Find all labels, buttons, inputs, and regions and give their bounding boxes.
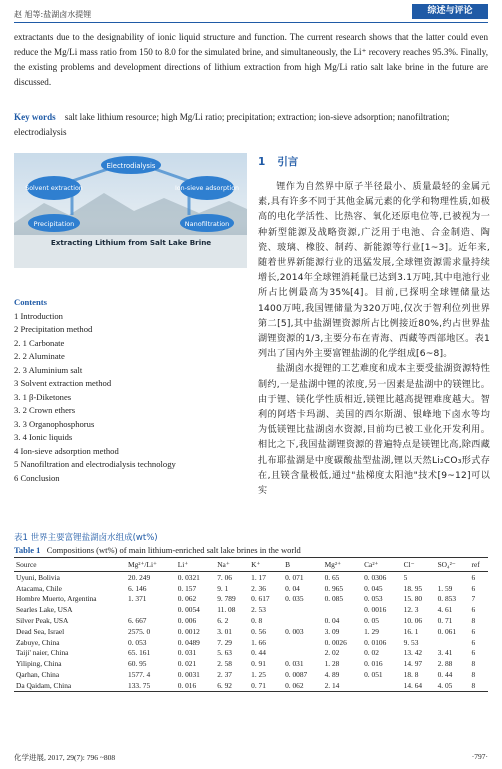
value-cell: 4. 05 bbox=[436, 680, 470, 691]
keywords-label: Key words bbox=[14, 112, 56, 122]
section-title: 引言 bbox=[277, 156, 299, 168]
table-body bbox=[14, 572, 488, 692]
graphic-caption: Extracting Lithium from Salt Lake Brine bbox=[50, 238, 212, 247]
value-cell bbox=[283, 648, 323, 659]
value-cell: 0. 085 bbox=[324, 594, 344, 604]
value-cell: 8 bbox=[471, 616, 476, 626]
value-cell: 0. 061 bbox=[437, 626, 457, 636]
value-cell bbox=[436, 637, 470, 648]
value-cell: 0. 0087 bbox=[285, 670, 308, 680]
value-cell: 3. 09 bbox=[324, 626, 340, 636]
table-row bbox=[14, 572, 488, 583]
value-cell: 65. 161 bbox=[128, 648, 151, 658]
value-cell: 14. 64 bbox=[402, 680, 436, 691]
value-cell: 6. 146 bbox=[128, 583, 147, 593]
value-cell: 1. 28 bbox=[324, 659, 340, 669]
value-cell: 1. 17 bbox=[251, 572, 266, 582]
table-row bbox=[14, 648, 488, 659]
value-cell bbox=[323, 604, 363, 615]
contents-item: 3 Solvent extraction method bbox=[14, 378, 112, 388]
value-cell: 14. 97 bbox=[403, 659, 423, 669]
value-cell: 2575. 0 bbox=[128, 626, 151, 636]
header-rule bbox=[14, 22, 488, 23]
value-cell: 0. 062 bbox=[177, 594, 197, 604]
value-cell: 2. 53 bbox=[251, 605, 266, 615]
running-header-author: 赵 旭等:盐湖卤水提锂 bbox=[14, 10, 92, 19]
value-cell: 7. 29 bbox=[217, 637, 232, 647]
value-cell: 4. 89 bbox=[324, 670, 340, 680]
value-cell bbox=[283, 637, 323, 648]
col-header: B bbox=[283, 558, 323, 572]
value-cell: 6 bbox=[471, 572, 476, 582]
value-cell: 12. 3 bbox=[403, 605, 419, 615]
value-cell: 0. 053 bbox=[128, 637, 147, 647]
source-cell: Dead Sea, Israel bbox=[16, 626, 65, 636]
value-cell: 9. 53 bbox=[403, 637, 419, 647]
value-cell: 1. 29 bbox=[364, 626, 379, 636]
value-cell: 0. 71 bbox=[437, 616, 453, 626]
value-cell: 5 bbox=[403, 572, 408, 582]
table-row bbox=[14, 637, 488, 648]
table-row bbox=[14, 669, 488, 680]
value-cell: 0. 0321 bbox=[177, 572, 200, 582]
value-cell: 6 bbox=[471, 583, 476, 593]
value-cell: 133. 75 bbox=[126, 680, 176, 691]
value-cell: 6. 667 bbox=[128, 616, 147, 626]
col-header: Mg²⁺ bbox=[323, 558, 363, 572]
value-cell: 0. 0054 bbox=[177, 605, 200, 615]
contents-item: 3. 3 Organophosphorus bbox=[14, 418, 95, 429]
value-cell: 1. 66 bbox=[251, 637, 266, 647]
value-cell: 0. 006 bbox=[177, 616, 197, 626]
value-cell: 6 bbox=[471, 626, 476, 636]
col-header: Li⁺ bbox=[176, 558, 216, 572]
value-cell: 16. 1 bbox=[403, 626, 419, 636]
value-cell: 1. 25 bbox=[251, 670, 266, 680]
value-cell: 6. 2 bbox=[217, 616, 229, 626]
value-cell: 0. 071 bbox=[285, 572, 304, 582]
value-cell: 5. 63 bbox=[217, 648, 232, 658]
contents-item: 3. 2 Crown ethers bbox=[14, 405, 76, 415]
contents-item: 2. 3 Aluminium salt bbox=[14, 364, 83, 375]
source-cell: Searles Lake, USA bbox=[16, 605, 73, 615]
col-header: Mg²⁺/Li⁺ bbox=[126, 558, 176, 572]
value-cell: 20. 249 bbox=[128, 572, 151, 582]
contents-item: 2 Precipitation method bbox=[14, 324, 93, 334]
intro-paragraph-1: 锂作为自然界中原子半径最小、质量最轻的金属元素,具有许多不同于其他金属元素的化学和物理性质,如极高的电化学活性、比热容、氧化还原电位等,已被视为一种新型能源及战略资源,广泛用于电池、合金制造、陶瓷、玻璃、橡胶、制药、新能源等行业[1~3]。近年来,随着世界新能源行业的迅猛发展,全球锂资源需求量持续增长,2014年全球锂消耗量已达到3.1万吨,其中电池行业所占比例最高为35%[4]。目前,已探明全球锂储量达1400万吨,我国锂储量为320万吨,仅次于智利位列世界第二[5],其中盐湖锂资源所占比例接近80%,约占世界盐湖锂资源的1/3,主要分布在青海、西藏等西部地区。表1列出了国内外主要富锂盐湖的化学组成[6~8]。 bbox=[258, 182, 490, 360]
value-cell: 9. 789 bbox=[217, 594, 236, 604]
value-cell: 18. 95 bbox=[403, 583, 423, 593]
value-cell: 0. 053 bbox=[364, 594, 383, 604]
value-cell: 6 bbox=[471, 605, 476, 615]
value-cell: 0. 0026 bbox=[324, 637, 347, 647]
value-cell: 0. 045 bbox=[364, 583, 383, 593]
value-cell: 15. 80 bbox=[403, 594, 423, 604]
value-cell: 13. 42 bbox=[403, 648, 423, 658]
value-cell: 2. 88 bbox=[437, 659, 453, 669]
brine-composition-table bbox=[14, 557, 488, 692]
value-cell: 0. 65 bbox=[324, 572, 340, 582]
source-cell: Atacama, Chile bbox=[16, 583, 62, 593]
value-cell: 3. 01 bbox=[217, 626, 232, 636]
value-cell: 0. 051 bbox=[364, 670, 383, 680]
value-cell: 0. 965 bbox=[324, 583, 344, 593]
value-cell: 0. 04 bbox=[285, 583, 300, 593]
contents-item: 4 Ion-sieve adsorption method bbox=[14, 445, 119, 456]
contents-item: 3. 4 Ionic liquids bbox=[14, 432, 73, 442]
col-header: ref bbox=[470, 558, 489, 572]
table-row bbox=[14, 658, 488, 669]
value-cell: 0. 016 bbox=[364, 659, 383, 669]
value-cell bbox=[126, 604, 176, 615]
value-cell: 6. 92 bbox=[215, 680, 249, 691]
abstract-text: extractants due to the designability of ionic liquid structure and function. The current research shows that the latter could even reduce the Mg/Li mass ratio from 150 to 8.0 for the simulated brine, and simultaneously, the Li⁺ recovery reaches 95.3%. Finally, the existing problems and development directions of lithium extraction from high Mg/Li ratio salt lake brine in the future are discussed. bbox=[14, 32, 488, 87]
value-cell: 0. 0106 bbox=[364, 637, 387, 647]
table-caption-text: Compositions (wt%) of main lithium-enriched salt lake brines in the world bbox=[46, 545, 301, 555]
source-cell: Zabuye, China bbox=[16, 637, 60, 647]
table-caption-cn: 表1 世界主要富锂盐湖卤水组成(wt%) bbox=[14, 533, 158, 543]
label-electrodialysis: Electrodialysis bbox=[106, 162, 156, 170]
contents-item: 2. 1 Carbonate bbox=[14, 337, 65, 348]
value-cell bbox=[362, 680, 402, 691]
value-cell: 10. 06 bbox=[403, 616, 423, 626]
journal-citation: 化学进展, 2017, 29(7): 796 ~808 bbox=[14, 753, 116, 762]
value-cell: 0. 44 bbox=[251, 648, 266, 658]
value-cell: 8 bbox=[471, 659, 476, 669]
contents-list bbox=[14, 296, 254, 485]
value-cell: 4. 61 bbox=[437, 605, 453, 615]
value-cell: 0. 04 bbox=[324, 616, 340, 626]
value-cell: 6 bbox=[471, 637, 476, 647]
contents-item: 2. 2 Aluminate bbox=[14, 351, 65, 361]
source-cell: Hombre Muerto, Argentina bbox=[16, 594, 97, 604]
value-cell: 18. 8 bbox=[403, 670, 419, 680]
value-cell: 1. 371 bbox=[128, 594, 147, 604]
value-cell: 0. 035 bbox=[285, 594, 304, 604]
source-cell: Yiliping, China bbox=[16, 659, 62, 669]
value-cell: 6 bbox=[471, 648, 476, 658]
keywords-text: salt lake lithium resource; high Mg/Li ratio; precipitation; extraction; ion-sieve adsorption; nanofiltration; electrodialysis bbox=[14, 112, 450, 137]
section-badge: 综述与评论 bbox=[412, 4, 488, 19]
value-cell: 0. 0016 bbox=[364, 605, 387, 615]
value-cell: 0. 0012 bbox=[177, 626, 200, 636]
table-row bbox=[14, 583, 488, 594]
value-cell: 7 bbox=[471, 594, 476, 604]
label-solvent-extraction: Solvent extraction bbox=[25, 185, 83, 192]
table-row bbox=[14, 604, 488, 615]
page-number: ·797· bbox=[471, 752, 488, 761]
col-header: Na⁺ bbox=[215, 558, 249, 572]
value-cell: 0. 031 bbox=[177, 648, 197, 658]
intro-paragraph-2: 盐湖卤水提锂的工艺难度和成本主要受盐湖资源特性制约,一是盐湖中锂的浓度,另一因素是盐湖中的镁锂比。由于锂、镁化学性质相近,镁锂比越高提锂难度越大。智利的阿塔卡玛湖、美国的西尔斯湖、银峰地下卤水等均为低镁锂比盐湖卤水资源,目前均已被工业化开发利用。相比之下,我国盐湖锂资源的普遍特点是镁锂比高,除西藏扎布耶盐湖是中度碳酸盐型盐湖,锂以天然Li₂CO₃形式存在,且镁含量极低,通过"盐梯度太阳池"技术[9~12]可以实 bbox=[258, 364, 490, 497]
col-header: K⁺ bbox=[249, 558, 283, 572]
label-precipitation: Precipitation bbox=[33, 220, 75, 228]
value-cell: 0. 71 bbox=[249, 680, 283, 691]
table-row bbox=[14, 594, 488, 605]
value-cell: 0. 031 bbox=[285, 659, 304, 669]
col-header: Source bbox=[14, 558, 126, 572]
value-cell: 0. 003 bbox=[285, 626, 304, 636]
col-header: Ca²⁺ bbox=[362, 558, 402, 572]
value-cell: 0. 05 bbox=[364, 616, 379, 626]
table-caption-en bbox=[14, 545, 301, 555]
value-cell: 3. 41 bbox=[437, 648, 453, 658]
label-ion-sieve-adsorption: Ion-sieve adsorption bbox=[174, 185, 240, 192]
intro-body bbox=[258, 180, 490, 499]
value-cell: 8 bbox=[471, 670, 476, 680]
label-nanofiltration: Nanofiltration bbox=[184, 220, 230, 228]
value-cell: 2. 37 bbox=[217, 670, 232, 680]
value-cell: 1577. 4 bbox=[128, 670, 151, 680]
value-cell: 0. 853 bbox=[437, 594, 457, 604]
table-header-row bbox=[14, 558, 488, 572]
value-cell bbox=[283, 604, 323, 615]
value-cell bbox=[283, 615, 323, 626]
source-cell: Da Qaidam, China bbox=[14, 680, 126, 691]
contents-item: 6 Conclusion bbox=[14, 472, 60, 483]
value-cell: 11. 08 bbox=[217, 605, 236, 615]
section-heading bbox=[258, 154, 310, 169]
value-cell: 0. 0489 bbox=[177, 637, 200, 647]
value-cell: 60. 95 bbox=[128, 659, 147, 669]
source-cell: Taiji' naier, China bbox=[16, 648, 69, 658]
table-row bbox=[14, 615, 488, 626]
value-cell bbox=[436, 572, 470, 583]
value-cell: 0. 91 bbox=[251, 659, 266, 669]
table-label: Table 1 bbox=[14, 545, 41, 555]
value-cell: 2. 14 bbox=[323, 680, 363, 691]
graphical-abstract bbox=[14, 153, 247, 268]
value-cell: 7. 06 bbox=[217, 572, 232, 582]
keywords bbox=[14, 110, 488, 140]
contents-title: Contents bbox=[14, 297, 47, 307]
value-cell: 2. 58 bbox=[217, 659, 232, 669]
value-cell: 0. 8 bbox=[251, 616, 263, 626]
source-cell: Silver Peak, USA bbox=[16, 616, 69, 626]
section-number: 1 bbox=[258, 156, 266, 168]
value-cell: 0. 157 bbox=[177, 583, 197, 593]
value-cell: 2. 02 bbox=[324, 648, 340, 658]
value-cell: 9. 1 bbox=[217, 583, 229, 593]
contents-item: 1 Introduction bbox=[14, 310, 63, 321]
col-header: Cl⁻ bbox=[402, 558, 436, 572]
value-cell: 2. 36 bbox=[251, 583, 266, 593]
value-cell: 0. 56 bbox=[251, 626, 266, 636]
value-cell: 0. 0306 bbox=[364, 572, 387, 582]
contents-item: 5 Nanofiltration and electrodialysis technology bbox=[14, 459, 176, 469]
table-row bbox=[14, 680, 488, 691]
value-cell: 0. 617 bbox=[251, 594, 270, 604]
value-cell: 8 bbox=[470, 680, 489, 691]
source-cell: Uyuni, Bolivia bbox=[16, 572, 60, 582]
contents-item: 3. 1 β-Diketones bbox=[14, 391, 72, 402]
value-cell: 0. 02 bbox=[364, 648, 379, 658]
value-cell: 0. 021 bbox=[177, 659, 197, 669]
value-cell: 0. 0031 bbox=[177, 670, 200, 680]
value-cell: 0. 062 bbox=[283, 680, 323, 691]
col-header: SO₄²⁻ bbox=[436, 558, 470, 572]
source-cell: Qarhan, China bbox=[16, 670, 60, 680]
value-cell: 0. 016 bbox=[176, 680, 216, 691]
value-cell: 1. 59 bbox=[437, 583, 453, 593]
table-row bbox=[14, 626, 488, 637]
value-cell: 0. 44 bbox=[437, 670, 453, 680]
